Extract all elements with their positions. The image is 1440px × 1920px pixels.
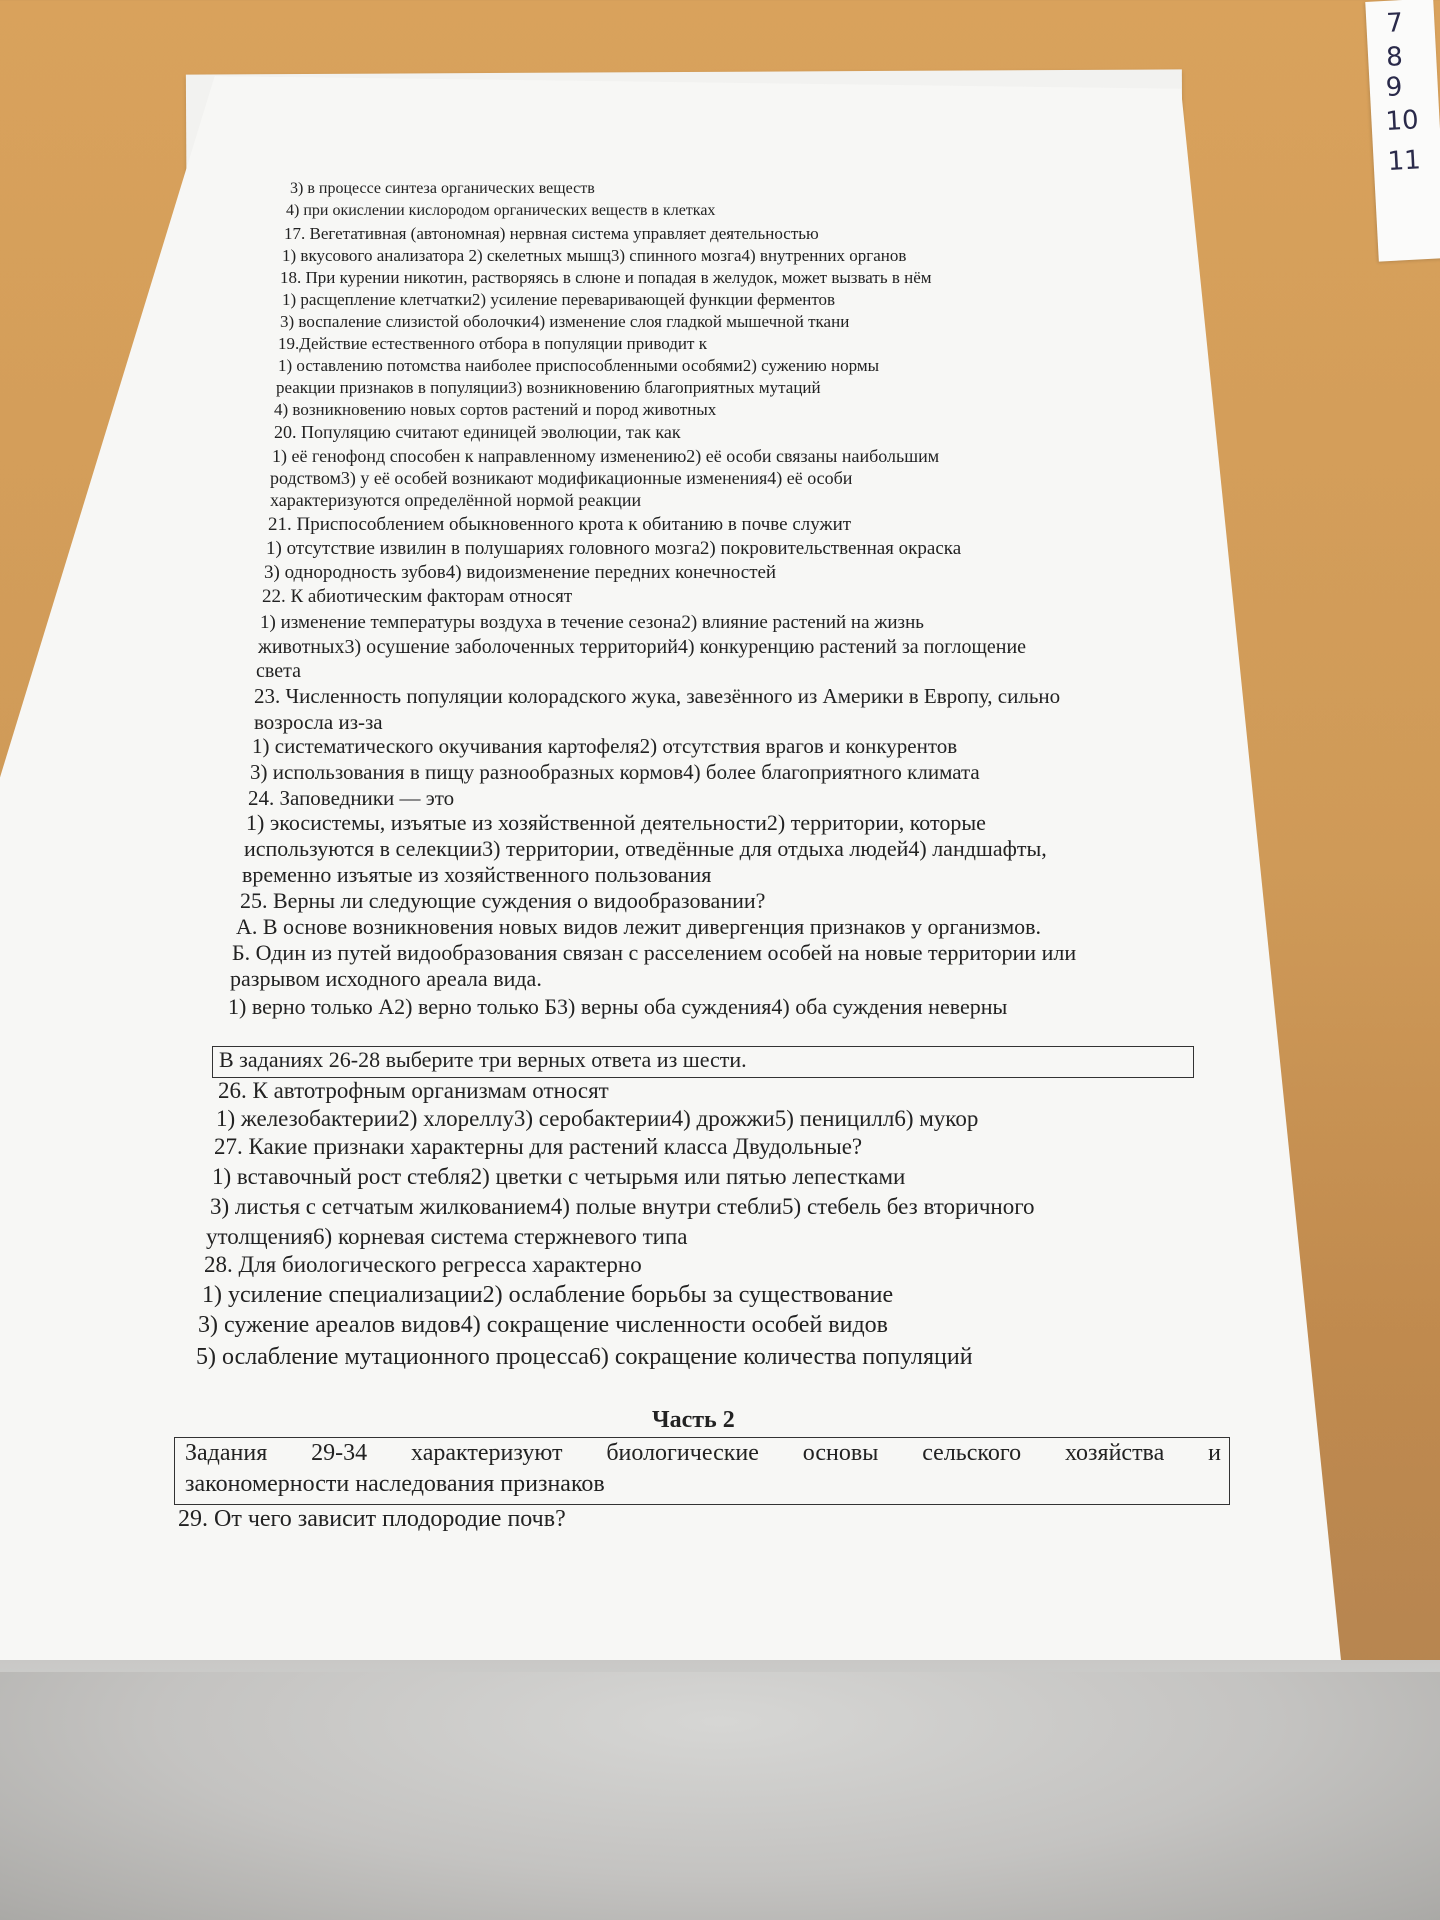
side-note-digit: 9 [1384, 72, 1404, 103]
instruction-box [212, 1046, 1194, 1078]
part2-box [174, 1437, 1230, 1505]
question-text-line: Б. Один из путей видообразования связан с расселением особей на новые территории или [232, 940, 1077, 965]
question-text-line: 24. Заповедники — это [248, 786, 455, 810]
question-text-line: разрывом исходного ареала вида. [230, 966, 542, 991]
question-29: 29. От чего зависит плодородие почв? [178, 1506, 566, 1532]
part2-box-line1 [185, 1440, 1221, 1470]
side-note-digit: 10 [1384, 105, 1420, 138]
side-note-digit: 11 [1386, 145, 1422, 177]
side-note-digit: 7 [1385, 8, 1404, 39]
part2-box-line2: закономерности наследования признаков [185, 1471, 605, 1497]
question-text-line: используются в селекции3) территории, отведённые для отдыха людей4) ландшафты, [244, 836, 1047, 861]
question-text-line: 3) в процессе синтеза органических веществ [290, 180, 595, 197]
question-text-line: 20. Популяцию считают единицей эволюции, так как [274, 422, 681, 442]
question-text-line: 1) её генофонд способен к направленному изменению2) её особи связаны наибольшим [272, 446, 940, 466]
instruction-text: В заданиях 26-28 выберите три верных ответа из шести. [219, 1047, 747, 1072]
question-text-line: 27. Какие признаки характерны для растений класса Двудольные? [214, 1134, 863, 1159]
question-text-line: временно изъятые из хозяйственного пользования [242, 862, 712, 887]
part2-box-word: и [1208, 1440, 1221, 1466]
question-text-line: 3) однородность зубов4) видоизменение передних конечностей [264, 562, 777, 583]
question-text-line: 1) экосистемы, изъятые из хозяйственной деятельности2) территории, которые [246, 810, 986, 835]
question-text-line: возросла из-за [254, 710, 383, 734]
question-text-line: 1) вкусового анализатора 2) скелетных мышц3) спинного мозга4) внутренних органов [282, 246, 907, 265]
question-text-line: 1) систематического окучивания картофеля2) отсутствия врагов и конкурентов [252, 734, 958, 758]
question-text-line: 22. К абиотическим факторам относят [262, 586, 573, 607]
question-text-line: 23. Численность популяции колорадского жука, завезённого из Америки в Европу, сильно [254, 684, 1061, 708]
question-text-line: света [256, 660, 301, 682]
question-text-line: утолщения6) корневая система стержневого типа [206, 1224, 688, 1249]
part2-box-word: сельского [922, 1440, 1022, 1466]
part2-heading: Часть 2 [652, 1407, 735, 1433]
part2-box-word: 29-34 [311, 1440, 368, 1466]
question-text-line: 3) листья с сетчатым жилкованием4) полые внутри стебли5) стебель без вторичного [210, 1194, 1035, 1219]
question-text-line: 26. К автотрофным организмам относят [218, 1078, 609, 1103]
question-text-line: 4) при окислении кислородом органических веществ в клетках [286, 202, 716, 219]
part2-box-word: Задания [185, 1440, 268, 1466]
question-text-line: характеризуются определённой нормой реакции [270, 490, 642, 510]
question-text-line: 1) железобактерии2) хлореллу3) серобактерии4) дрожжи5) пеницилл6) мукор [216, 1106, 979, 1131]
question-text-line: родством3) у её особей возникают модификационные изменения4) её особи [270, 468, 853, 488]
part2-box-word: характеризуют [411, 1440, 563, 1466]
question-text-line: 3) использования в пищу разнообразных кормов4) более благоприятного климата [250, 760, 980, 784]
question-text-line: 28. Для биологического регресса характерно [204, 1252, 642, 1277]
question-text-line: животных3) осушение заболоченных территорий4) конкуренцию растений за поглощение [258, 636, 1027, 658]
question-text-line: 25. Верны ли следующие суждения о видообразовании? [240, 888, 766, 913]
question-text-line: 1) расщепление клетчатки2) усиление переваривающей функции ферментов [282, 290, 836, 309]
question-text-line: 1) вставочный рост стебля2) цветки с четырьмя или пятью лепестками [212, 1164, 906, 1189]
question-text-line: 3) воспаление слизистой оболочки4) изменение слоя гладкой мышечной ткани [280, 312, 850, 331]
part2-box-word: хозяйства [1064, 1440, 1165, 1466]
question-text-line: 3) сужение ареалов видов4) сокращение численности особей видов [198, 1312, 889, 1338]
part2-box-word: основы [802, 1440, 879, 1466]
part2-box-word: биологические [606, 1440, 759, 1466]
question-text-line: 17. Вегетативная (автономная) нервная система управляет деятельностью [284, 224, 819, 243]
question-text-line: 18. При курении никотин, растворяясь в слюне и попадая в желудок, может вызвать в нём [280, 268, 932, 287]
question-text-line: 21. Приспособлением обыкновенного крота к обитанию в почве служит [268, 514, 852, 535]
question-text-line: А. В основе возникновения новых видов лежит дивергенция признаков у организмов. [236, 914, 1041, 939]
question-text-line: 1) усиление специализации2) ослабление борьбы за существование [202, 1282, 894, 1308]
question-text-line: реакции признаков в популяции3) возникновению благоприятных мутаций [276, 378, 821, 397]
question-text-line: 1) отсутствие извилин в полушариях головного мозга2) покровительственная окраска [266, 538, 962, 559]
question-text-line: 1) верно только А2) верно только Б3) верны оба суждения4) оба суждения неверны [228, 994, 1008, 1019]
question-text-line: 19.Действие естественного отбора в популяции приводит к [278, 334, 707, 353]
question-text-line: 1) изменение температуры воздуха в течение сезона2) влияние растений на жизнь [260, 612, 924, 633]
question-text-line: 1) оставлению потомства наиболее приспособленными особями2) сужению нормы [278, 356, 880, 375]
side-note-digit: 8 [1385, 42, 1404, 73]
question-text-line: 5) ослабление мутационного процесса6) сокращение количества популяций [196, 1344, 973, 1370]
question-text-line: 4) возникновению новых сортов растений и пород животных [274, 400, 717, 419]
